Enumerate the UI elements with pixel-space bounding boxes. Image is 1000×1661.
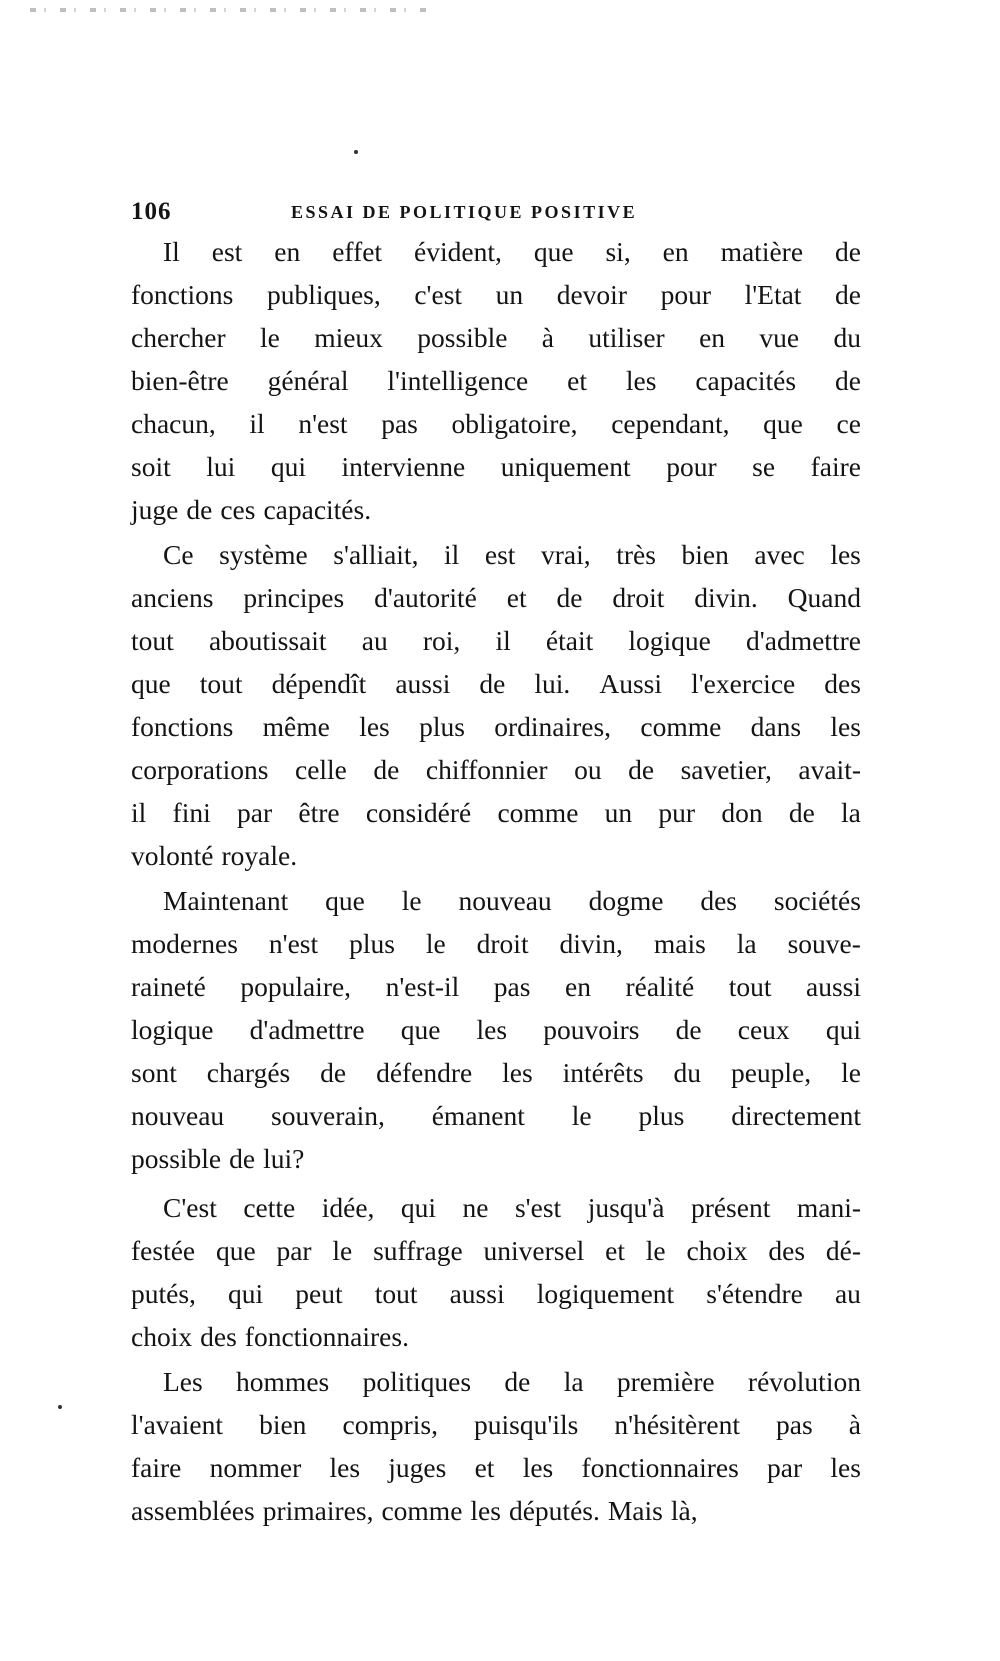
text-line: Maintenant que le nouveau dogme des sociétés	[163, 885, 861, 916]
text-line: faire nommer les juges et les fonctionnaires par les	[131, 1452, 861, 1483]
text-line: que tout dépendît aussi de lui. Aussi l'exercice des	[131, 668, 861, 699]
paragraph	[131, 1360, 861, 1532]
scan-speck	[58, 1405, 62, 1409]
text-line: Les hommes politiques de la première révolution	[163, 1366, 861, 1397]
text-line: chercher le mieux possible à utiliser en vue du	[131, 322, 861, 353]
text-line: sont chargés de défendre les intérêts du peuple, le	[131, 1057, 861, 1088]
text-line: C'est cette idée, qui ne s'est jusqu'à présent mani-	[163, 1192, 861, 1223]
text-line: raineté populaire, n'est-il pas en réalité tout aussi	[131, 971, 861, 1002]
text-line: juge de ces capacités.	[131, 494, 372, 525]
text-line: choix des fonctionnaires.	[131, 1321, 409, 1352]
scan-speck	[354, 150, 358, 154]
text-line: Ce système s'alliait, il est vrai, très bien avec les	[163, 539, 861, 570]
scan-artifact	[30, 8, 430, 12]
text-line: tout aboutissait au roi, il était logique d'admettre	[131, 625, 861, 656]
text-line: logique d'admettre que les pouvoirs de ceux qui	[131, 1014, 861, 1045]
page-number: 106	[131, 198, 172, 225]
paragraph	[131, 1186, 861, 1358]
text-line: bien-être général l'intelligence et les capacités de	[131, 365, 861, 396]
text-line: festée que par le suffrage universel et le choix des dé-	[131, 1235, 861, 1266]
text-line: il fini par être considéré comme un pur don de la	[131, 797, 861, 828]
text-line: Il est en effet évident, que si, en matière de	[163, 236, 861, 267]
text-line: modernes n'est plus le droit divin, mais la souve-	[131, 928, 861, 959]
paragraph	[131, 533, 861, 877]
text-line: fonctions publiques, c'est un devoir pour l'Etat de	[131, 279, 861, 310]
text-line: anciens principes d'autorité et de droit divin. Quand	[131, 582, 861, 613]
paragraph	[131, 230, 861, 531]
paragraph	[131, 879, 861, 1180]
text-line: soit lui qui intervienne uniquement pour se faire	[131, 451, 861, 482]
text-line: l'avaient bien compris, puisqu'ils n'hésitèrent pas à	[131, 1409, 861, 1440]
running-title: ESSAI DE POLITIQUE POSITIVE	[291, 202, 638, 222]
text-line: possible de lui?	[131, 1143, 305, 1174]
text-line: assemblées primaires, comme les députés. Mais là,	[131, 1495, 698, 1526]
text-line: volonté royale.	[131, 840, 298, 871]
text-line: fonctions même les plus ordinaires, comme dans les	[131, 711, 861, 742]
text-line: corporations celle de chiffonnier ou de savetier, avait-	[131, 754, 861, 785]
page-header	[131, 198, 861, 228]
text-line: chacun, il n'est pas obligatoire, cependant, que ce	[131, 408, 861, 439]
text-line: putés, qui peut tout aussi logiquement s'étendre au	[131, 1278, 861, 1309]
text-line: nouveau souverain, émanent le plus directement	[131, 1100, 861, 1131]
body-text	[131, 230, 861, 1532]
